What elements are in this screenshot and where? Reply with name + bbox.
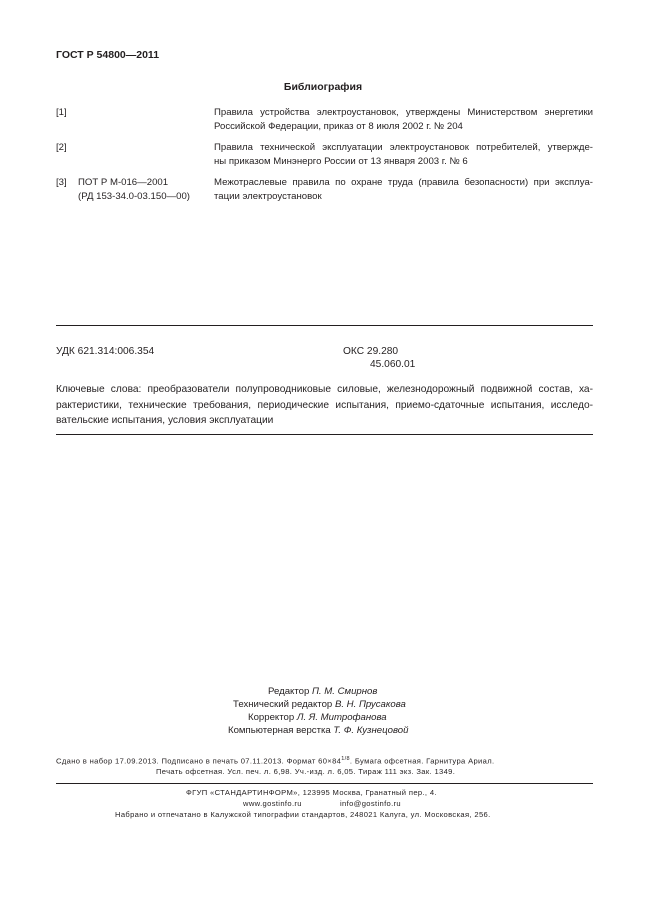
credit-editor bbox=[268, 685, 377, 698]
entry-text-line: Межотраслевые правила по охране труда (правила безопасности) при эксплуа- bbox=[214, 177, 593, 188]
credit-layout bbox=[228, 724, 408, 737]
publisher-website: www.gostinfo.ru bbox=[243, 799, 302, 808]
entry-text bbox=[214, 106, 593, 134]
oks-code-secondary: 45.060.01 bbox=[370, 359, 416, 370]
credit-tech-editor bbox=[233, 698, 406, 711]
section-divider bbox=[56, 434, 593, 435]
keywords bbox=[56, 382, 593, 429]
keywords-line: рактеристики, технические требования, периодические испытания, приемо-сдаточные испытания, исследо- bbox=[56, 399, 593, 411]
entry-number: [2] bbox=[56, 142, 67, 153]
credit-name: Т. Ф. Кузнецовой bbox=[333, 725, 409, 736]
entry-text-line: Правила устройства электроустановок, утверждены Министерством энергетики bbox=[214, 107, 593, 118]
credit-name: В. Н. Прусакова bbox=[334, 699, 406, 710]
entry-document-code bbox=[78, 176, 190, 204]
udk-code: УДК 621.314:006.354 bbox=[56, 346, 155, 357]
imprint-line-2: Печать офсетная. Усл. печ. л. 6,98. Уч.-изд. л. 6,05. Тираж 111 экз. Зак. 1349. bbox=[156, 767, 456, 776]
entry-number: [1] bbox=[56, 107, 67, 118]
bibliography-entry bbox=[56, 141, 593, 169]
format-fraction: 1/8 bbox=[341, 756, 350, 762]
credit-role: Компьютерная верстка bbox=[228, 725, 331, 736]
publisher-line: ФГУП «СТАНДАРТИНФОРМ», 123995 Москва, Гранатный пер., 4. bbox=[186, 788, 437, 797]
entry-text bbox=[214, 176, 593, 204]
section-divider bbox=[56, 325, 593, 326]
entry-text bbox=[214, 141, 593, 169]
imprint-text: Сдано в набор 17.09.2013. Подписано в печать 07.11.2013. Формат 60×84 bbox=[56, 756, 342, 766]
credit-role: Редактор bbox=[268, 686, 310, 697]
entry-number: [3] bbox=[56, 177, 67, 188]
bibliography-entry bbox=[56, 176, 593, 204]
entry-text-line: тации электроустановок bbox=[214, 191, 322, 202]
entry-text-line: ны приказом Минэнерго России от 13 января 2003 г. № 6 bbox=[214, 156, 468, 167]
credit-role: Технический редактор bbox=[233, 699, 333, 710]
entry-doc-line: (РД 153-34.0-03.150—00) bbox=[78, 191, 190, 202]
section-divider bbox=[56, 783, 593, 784]
credit-name: П. М. Смирнов bbox=[311, 686, 378, 697]
credit-role: Корректор bbox=[248, 712, 295, 723]
keywords-line: Ключевые слова: преобразователи полупроводниковые силовые, железнодорожный подвижной состав, ха- bbox=[56, 384, 593, 395]
bibliography-title: Библиография bbox=[283, 81, 363, 93]
entry-text-line: Российской Федерации, приказ от 8 июля 2002 г. № 204 bbox=[214, 121, 463, 132]
credit-name: Л. Я. Митрофанова bbox=[296, 712, 387, 723]
entry-text-line: Правила технической эксплуатации электроустановок потребителей, утвержде- bbox=[214, 142, 593, 153]
printer-line: Набрано и отпечатано в Калужской типографии стандартов, 248021 Калуга, ул. Московская, 256. bbox=[115, 810, 491, 819]
oks-code: ОКС 29.280 bbox=[343, 346, 399, 357]
publisher-email: info@gostinfo.ru bbox=[340, 799, 402, 808]
bibliography-entry bbox=[56, 106, 593, 134]
credit-proofreader bbox=[248, 711, 387, 724]
imprint-text: . Бумага офсетная. Гарнитура Ариал. bbox=[349, 756, 495, 766]
keywords-line: вательские испытания, условия эксплуатации bbox=[56, 415, 274, 426]
entry-doc-line: ПОТ Р М-016—2001 bbox=[78, 177, 169, 188]
standard-header: ГОСТ Р 54800—2011 bbox=[56, 49, 160, 61]
